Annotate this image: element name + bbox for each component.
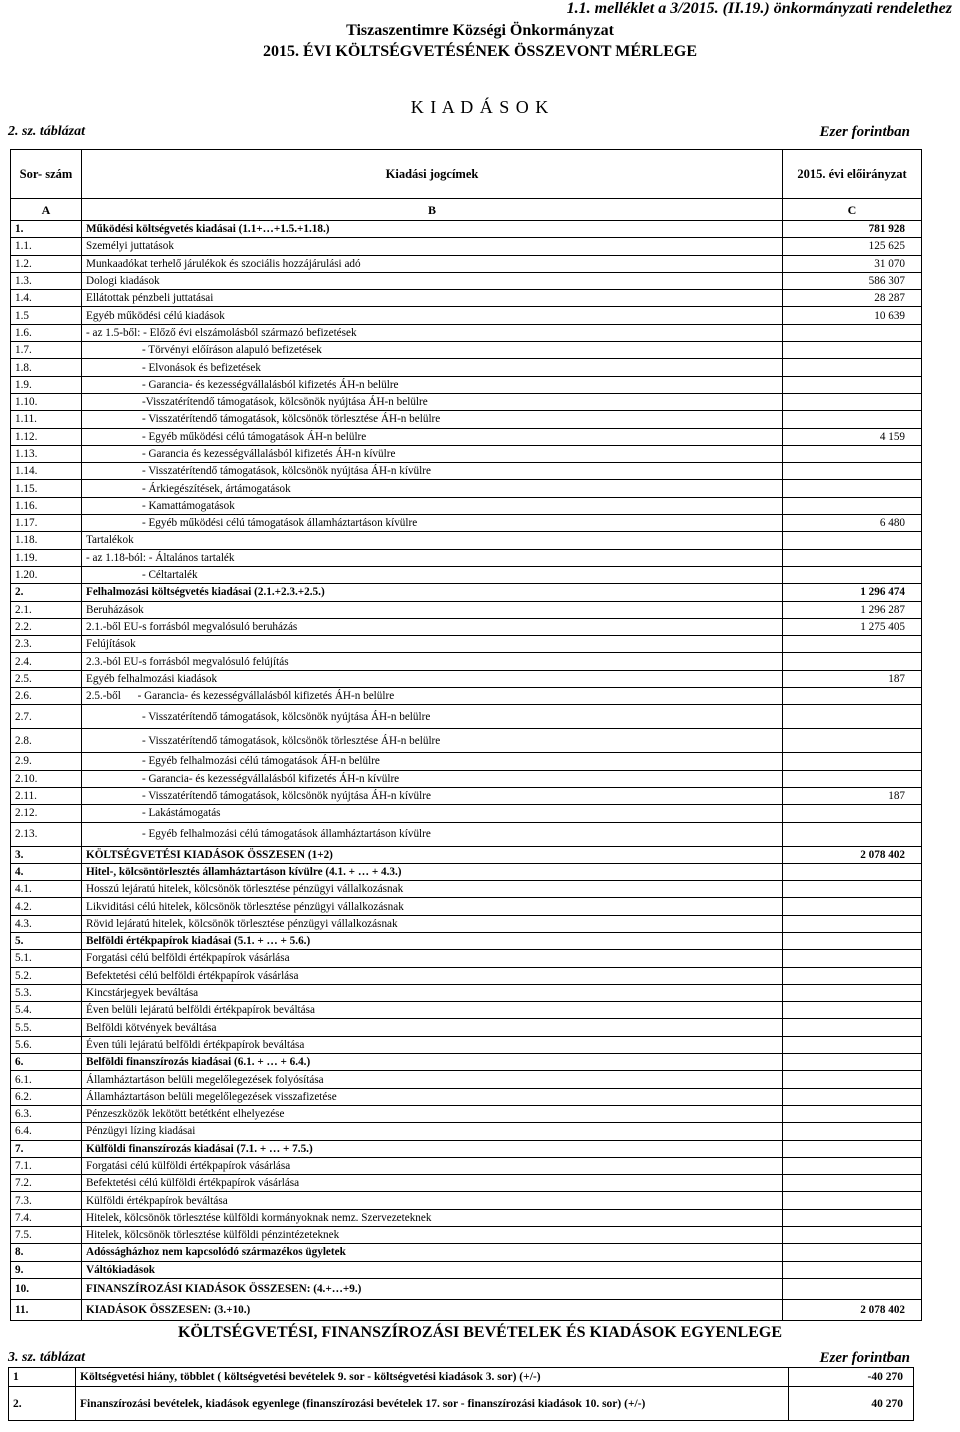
table-row	[11, 221, 922, 238]
row-number: 2.9.	[11, 753, 82, 770]
organization-name: Tiszaszentimre Községi Önkormányzat	[346, 22, 614, 39]
table-row	[11, 359, 922, 376]
row-value: 187	[783, 670, 922, 687]
row-value	[783, 549, 922, 566]
table-row	[11, 618, 922, 635]
table-row	[11, 1088, 922, 1105]
row-number: 1.2.	[11, 255, 82, 272]
row-number: 7.4.	[11, 1209, 82, 1226]
balance-row-label: Költségvetési hiány, többlet ( költségvetési bevételek 9. sor - költségvetési kiadások 3. sor) (+/-)	[76, 1368, 789, 1387]
row-number: 2.6.	[11, 688, 82, 705]
table-row	[11, 255, 922, 272]
row-label: Rövid lejáratú hitelek, kölcsönök törlesztése pénzügyi vállalkozásnak	[82, 915, 783, 932]
row-label: Külföldi értékpapírok beváltása	[82, 1192, 783, 1209]
expenditure-table	[10, 149, 922, 1321]
row-label: Befektetési célú belföldi értékpapírok vásárlása	[82, 967, 783, 984]
table-row	[11, 863, 922, 880]
row-label: Felújítások	[82, 636, 783, 653]
row-value: 586 307	[783, 272, 922, 289]
row-value: 6 480	[783, 515, 922, 532]
row-value	[783, 1105, 922, 1122]
row-label: - Visszatérítendő támogatások, kölcsönök nyújtása ÁH-n kívülre	[82, 463, 783, 480]
row-value	[783, 463, 922, 480]
row-number: 1.19.	[11, 549, 82, 566]
table-row	[11, 1054, 922, 1071]
table-row	[11, 393, 922, 410]
row-label: Felhalmozási költségvetés kiadásai (2.1.+2.3.+2.5.)	[82, 584, 783, 601]
row-value	[783, 1088, 922, 1105]
row-number: 7.5.	[11, 1227, 82, 1244]
column-letter-row	[11, 199, 922, 221]
table-row	[11, 932, 922, 949]
row-value	[783, 1175, 922, 1192]
table-row	[11, 463, 922, 480]
row-number: 10.	[11, 1278, 82, 1299]
row-number: 5.2.	[11, 967, 82, 984]
row-label: - Visszatérítendő támogatások, kölcsönök törlesztése ÁH-n belülre	[82, 411, 783, 428]
row-label: - Egyéb felhalmozási célú támogatások ÁH-n belülre	[82, 753, 783, 770]
row-number: 1.8.	[11, 359, 82, 376]
table-row	[11, 1209, 922, 1226]
row-value	[783, 1071, 922, 1088]
table-row	[11, 653, 922, 670]
table-row	[11, 1261, 922, 1278]
row-label: - Visszatérítendő támogatások, kölcsönök nyújtása ÁH-n belülre	[82, 705, 783, 729]
table-row	[11, 1175, 922, 1192]
row-label: KIADÁSOK ÖSSZESEN: (3.+10.)	[82, 1299, 783, 1320]
table-row	[11, 846, 922, 863]
row-number: 5.4.	[11, 1002, 82, 1019]
row-number: 2.11.	[11, 787, 82, 804]
table-row	[11, 950, 922, 967]
row-number: 3.	[11, 846, 82, 863]
row-label: - Kamattámogatások	[82, 497, 783, 514]
row-label: Pénzeszközök lekötött betétként elhelyezése	[82, 1105, 783, 1122]
row-value	[783, 342, 922, 359]
row-number: 1.11.	[11, 411, 82, 428]
table-row	[11, 1123, 922, 1140]
row-number: 2.5.	[11, 670, 82, 687]
row-value	[783, 376, 922, 393]
column-letter-a: A	[11, 199, 82, 221]
row-label: Működési költségvetés kiadásai (1.1+…+1.5.+1.18.)	[82, 221, 783, 238]
row-number: 5.3.	[11, 984, 82, 1001]
row-value: 1 296 474	[783, 584, 922, 601]
row-number: 2.3.	[11, 636, 82, 653]
row-number: 4.	[11, 863, 82, 880]
row-number: 1.7.	[11, 342, 82, 359]
table-row	[11, 272, 922, 289]
table-row	[11, 770, 922, 787]
row-value	[783, 822, 922, 846]
table-row	[11, 445, 922, 462]
row-number: 2.2.	[11, 618, 82, 635]
row-label: Belföldi értékpapírok kiadásai (5.1. + … + 5.6.)	[82, 932, 783, 949]
row-value	[783, 566, 922, 583]
table-row	[11, 532, 922, 549]
row-value	[783, 1019, 922, 1036]
header-sorszam-text: Sor- szám	[19, 167, 73, 181]
row-number: 4.2.	[11, 898, 82, 915]
table-row	[11, 705, 922, 729]
row-value	[783, 1036, 922, 1053]
row-number: 7.3.	[11, 1192, 82, 1209]
row-label: - Céltartalék	[82, 566, 783, 583]
table-row	[11, 549, 922, 566]
row-number: 2.7.	[11, 705, 82, 729]
row-label: Éven belüli lejáratú belföldi értékpapírok beváltása	[82, 1002, 783, 1019]
table-row	[11, 428, 922, 445]
table-row	[11, 1278, 922, 1299]
row-number: 7.	[11, 1140, 82, 1157]
row-value	[783, 898, 922, 915]
row-number: 5.	[11, 932, 82, 949]
column-letter-b: B	[82, 199, 783, 221]
row-value	[783, 445, 922, 462]
column-letter-c: C	[783, 199, 922, 221]
row-number: 8.	[11, 1244, 82, 1261]
row-label: Hitel-, kölcsöntörlesztés államháztartáson kívülre (4.1. + … + 4.3.)	[82, 863, 783, 880]
table-row	[11, 1157, 922, 1174]
row-label: - Egyéb működési célú támogatások ÁH-n belülre	[82, 428, 783, 445]
balance-unit-label: Ezer forintban	[819, 1350, 910, 1366]
row-value: 4 159	[783, 428, 922, 445]
row-label: - Garancia és kezességvállalásból kifizetés ÁH-n kívülre	[82, 445, 783, 462]
row-number: 6.2.	[11, 1088, 82, 1105]
row-number: 5.6.	[11, 1036, 82, 1053]
row-value	[783, 411, 922, 428]
balance-row	[9, 1368, 914, 1387]
row-number: 1.3.	[11, 272, 82, 289]
row-value	[783, 1140, 922, 1157]
table-row	[11, 238, 922, 255]
row-value	[783, 532, 922, 549]
row-number: 6.1.	[11, 1071, 82, 1088]
balance-table-number-label: 3. sz. táblázat	[8, 1350, 86, 1365]
row-number: 6.	[11, 1054, 82, 1071]
row-number: 1.14.	[11, 463, 82, 480]
balance-row-value: -40 270	[789, 1368, 914, 1387]
row-label: -Visszatérítendő támogatások, kölcsönök nyújtása ÁH-n belülre	[82, 393, 783, 410]
row-value	[783, 1244, 922, 1261]
row-value	[783, 729, 922, 753]
row-label: Forgatási célú belföldi értékpapírok vásárlása	[82, 950, 783, 967]
row-value: 31 070	[783, 255, 922, 272]
row-number: 1.10.	[11, 393, 82, 410]
row-number: 1.12.	[11, 428, 82, 445]
table-row	[11, 1002, 922, 1019]
table-row	[11, 307, 922, 324]
table-row	[11, 480, 922, 497]
row-label: Egyéb működési célú kiadások	[82, 307, 783, 324]
row-label: Dologi kiadások	[82, 272, 783, 289]
row-number: 2.13.	[11, 822, 82, 846]
table-row	[11, 787, 922, 804]
row-label: - Egyéb működési célú támogatások államháztartáson kívülre	[82, 515, 783, 532]
header-jogcimek: Kiadási jogcímek	[82, 150, 783, 199]
row-label: Befektetési célú külföldi értékpapírok vásárlása	[82, 1175, 783, 1192]
row-number: 7.2.	[11, 1175, 82, 1192]
unit-label: Ezer forintban	[819, 124, 910, 140]
row-value	[783, 915, 922, 932]
row-value	[783, 688, 922, 705]
row-label: 2.5.-ből - Garancia- és kezességvállalásból kifizetés ÁH-n belülre	[82, 688, 783, 705]
table-row	[11, 515, 922, 532]
row-number: 1.13.	[11, 445, 82, 462]
table-row	[11, 688, 922, 705]
row-number: 1.17.	[11, 515, 82, 532]
row-number: 4.3.	[11, 915, 82, 932]
row-label: Belföldi finanszírozás kiadásai (6.1. + … + 6.4.)	[82, 1054, 783, 1071]
row-number: 1.5	[11, 307, 82, 324]
row-label: Pénzügyi lízing kiadásai	[82, 1123, 783, 1140]
row-label: - Árkiegészítések, ártámogatások	[82, 480, 783, 497]
row-value	[783, 1054, 922, 1071]
balance-title: KÖLTSÉGVETÉSI, FINANSZÍROZÁSI BEVÉTELEK ÉS KIADÁSOK EGYENLEGE	[177, 1324, 783, 1341]
row-label: - Visszatérítendő támogatások, kölcsönök nyújtása ÁH-n kívülre	[82, 787, 783, 804]
row-label: - Elvonások és befizetések	[82, 359, 783, 376]
row-value	[783, 705, 922, 729]
row-label: Tartalékok	[82, 532, 783, 549]
table-row	[11, 1299, 922, 1320]
row-label: - Törvényi előíráson alapuló befizetések	[82, 342, 783, 359]
row-label: Egyéb felhalmozási kiadások	[82, 670, 783, 687]
table-row	[11, 898, 922, 915]
row-value	[783, 636, 922, 653]
row-label: Váltókiadások	[82, 1261, 783, 1278]
row-value	[783, 359, 922, 376]
row-label: Munkaadókat terhelő járulékok és szociális hozzájárulási adó	[82, 255, 783, 272]
row-value: 125 625	[783, 238, 922, 255]
row-label: Államháztartáson belüli megelőlegezések visszafizetése	[82, 1088, 783, 1105]
table-row	[11, 1105, 922, 1122]
row-value	[783, 1227, 922, 1244]
row-number: 1.1.	[11, 238, 82, 255]
row-label: - Egyéb felhalmozási célú támogatások államháztartáson kívülre	[82, 822, 783, 846]
document-title: 2015. ÉVI KÖLTSÉGVETÉSÉNEK ÖSSZEVONT MÉRLEGE	[262, 43, 698, 60]
row-value	[783, 1123, 922, 1140]
row-label: - Garancia- és kezességvállalásból kifizetés ÁH-n kívülre	[82, 770, 783, 787]
row-value	[783, 967, 922, 984]
table-header-row	[11, 150, 922, 199]
row-value	[783, 1157, 922, 1174]
balance-row-number: 2.	[9, 1387, 76, 1421]
row-number: 1.15.	[11, 480, 82, 497]
row-value	[783, 480, 922, 497]
row-number: 1.9.	[11, 376, 82, 393]
table-row	[11, 1071, 922, 1088]
table-row	[11, 1140, 922, 1157]
table-row	[11, 984, 922, 1001]
table-row	[11, 967, 922, 984]
row-number: 11.	[11, 1299, 82, 1320]
balance-row-label: Finanszírozási bevételek, kiadások egyenlege (finanszírozási bevételek 17. sor - finanszírozási kiadások 10. sor) (+/-)	[76, 1387, 789, 1421]
row-number: 7.1.	[11, 1157, 82, 1174]
table-row	[11, 636, 922, 653]
row-number: 1.4.	[11, 290, 82, 307]
table-row	[11, 729, 922, 753]
table-row	[11, 753, 922, 770]
row-value	[783, 393, 922, 410]
table-row	[11, 805, 922, 822]
row-value	[783, 753, 922, 770]
row-value: 1 296 287	[783, 601, 922, 618]
row-value: 2 078 402	[783, 1299, 922, 1320]
row-value	[783, 1261, 922, 1278]
row-number: 1.6.	[11, 324, 82, 341]
row-number: 5.1.	[11, 950, 82, 967]
row-value	[783, 497, 922, 514]
row-label: Belföldi kötvények beváltása	[82, 1019, 783, 1036]
row-number: 2.12.	[11, 805, 82, 822]
row-value	[783, 770, 922, 787]
balance-row-number: 1	[9, 1368, 76, 1387]
row-value: 1 275 405	[783, 618, 922, 635]
row-label: Beruházások	[82, 601, 783, 618]
table-row	[11, 1244, 922, 1261]
row-number: 2.10.	[11, 770, 82, 787]
row-value	[783, 1209, 922, 1226]
table-row	[11, 342, 922, 359]
row-value: 28 287	[783, 290, 922, 307]
row-label: Személyi juttatások	[82, 238, 783, 255]
row-number: 4.1.	[11, 881, 82, 898]
row-value: 187	[783, 787, 922, 804]
row-number: 6.3.	[11, 1105, 82, 1122]
table-row	[11, 915, 922, 932]
row-label: Hosszú lejáratú hitelek, kölcsönök törlesztése pénzügyi vállalkozásnak	[82, 881, 783, 898]
table-row	[11, 497, 922, 514]
row-number: 9.	[11, 1261, 82, 1278]
table-row	[11, 881, 922, 898]
row-label: - Garancia- és kezességvállalásból kifizetés ÁH-n belülre	[82, 376, 783, 393]
row-label: Forgatási célú külföldi értékpapírok vásárlása	[82, 1157, 783, 1174]
row-label: 2.3.-ból EU-s forrásból megvalósuló felújítás	[82, 653, 783, 670]
table-row	[11, 290, 922, 307]
balance-row-value: 40 270	[789, 1387, 914, 1421]
row-value	[783, 863, 922, 880]
header-eloiranyzat: 2015. évi előirányzat	[783, 150, 922, 199]
row-number: 1.16.	[11, 497, 82, 514]
table-row	[11, 1019, 922, 1036]
table-row	[11, 584, 922, 601]
row-value: 10 639	[783, 307, 922, 324]
row-value: 781 928	[783, 221, 922, 238]
row-value: 2 078 402	[783, 846, 922, 863]
row-number: 2.1.	[11, 601, 82, 618]
header-sorszam	[11, 150, 82, 199]
row-value	[783, 950, 922, 967]
row-label: Hitelek, kölcsönök törlesztése külföldi pénzintézeteknek	[82, 1227, 783, 1244]
row-number: 1.20.	[11, 566, 82, 583]
row-number: 5.5.	[11, 1019, 82, 1036]
row-value	[783, 1278, 922, 1299]
row-value	[783, 1002, 922, 1019]
table-row	[11, 1227, 922, 1244]
attachment-reference: 1.1. melléklet a 3/2015. (II.19.) önkormányzati rendelethez	[566, 0, 952, 17]
row-label: - az 1.18-ból: - Általános tartalék	[82, 549, 783, 566]
balance-row	[9, 1387, 914, 1421]
table-number-label: 2. sz. táblázat	[8, 124, 86, 139]
table-row	[11, 566, 922, 583]
row-label: - Lakástámogatás	[82, 805, 783, 822]
row-value	[783, 805, 922, 822]
row-label: Hitelek, kölcsönök törlesztése külföldi kormányoknak nemz. Szervezeteknek	[82, 1209, 783, 1226]
row-number: 2.8.	[11, 729, 82, 753]
row-number: 1.18.	[11, 532, 82, 549]
row-label: KÖLTSÉGVETÉSI KIADÁSOK ÖSSZESEN (1+2)	[82, 846, 783, 863]
row-label: - Visszatérítendő támogatások, kölcsönök törlesztése ÁH-n belülre	[82, 729, 783, 753]
row-label: FINANSZÍROZÁSI KIADÁSOK ÖSSZESEN: (4.+…+9.)	[82, 1278, 783, 1299]
table-row	[11, 601, 922, 618]
row-value	[783, 1192, 922, 1209]
table-row	[11, 670, 922, 687]
table-row	[11, 376, 922, 393]
row-label: Külföldi finanszírozás kiadásai (7.1. + … + 7.5.)	[82, 1140, 783, 1157]
row-label: Adósságházhoz nem kapcsolódó származékos ügyletek	[82, 1244, 783, 1261]
section-title: K I A D Á S O K	[410, 97, 550, 117]
row-number: 1.	[11, 221, 82, 238]
row-label: Éven túli lejáratú belföldi értékpapírok beváltása	[82, 1036, 783, 1053]
row-value	[783, 653, 922, 670]
table-row	[11, 411, 922, 428]
row-label: - az 1.5-ből: - Előző évi elszámolásból származó befizetések	[82, 324, 783, 341]
row-value	[783, 984, 922, 1001]
table-row	[11, 324, 922, 341]
table-row	[11, 1036, 922, 1053]
row-label: Likviditási célú hitelek, kölcsönök törlesztése pénzügyi vállalkozásnak	[82, 898, 783, 915]
row-number: 2.	[11, 584, 82, 601]
table-row	[11, 822, 922, 846]
table-row	[11, 1192, 922, 1209]
row-number: 2.4.	[11, 653, 82, 670]
row-label: Államháztartáson belüli megelőlegezések folyósítása	[82, 1071, 783, 1088]
row-number: 6.4.	[11, 1123, 82, 1140]
row-label: 2.1.-ből EU-s forrásból megvalósuló beruházás	[82, 618, 783, 635]
row-value	[783, 324, 922, 341]
row-label: Kincstárjegyek beváltása	[82, 984, 783, 1001]
row-value	[783, 881, 922, 898]
row-value	[783, 932, 922, 949]
row-label: Ellátottak pénzbeli juttatásai	[82, 290, 783, 307]
balance-table	[8, 1367, 914, 1421]
